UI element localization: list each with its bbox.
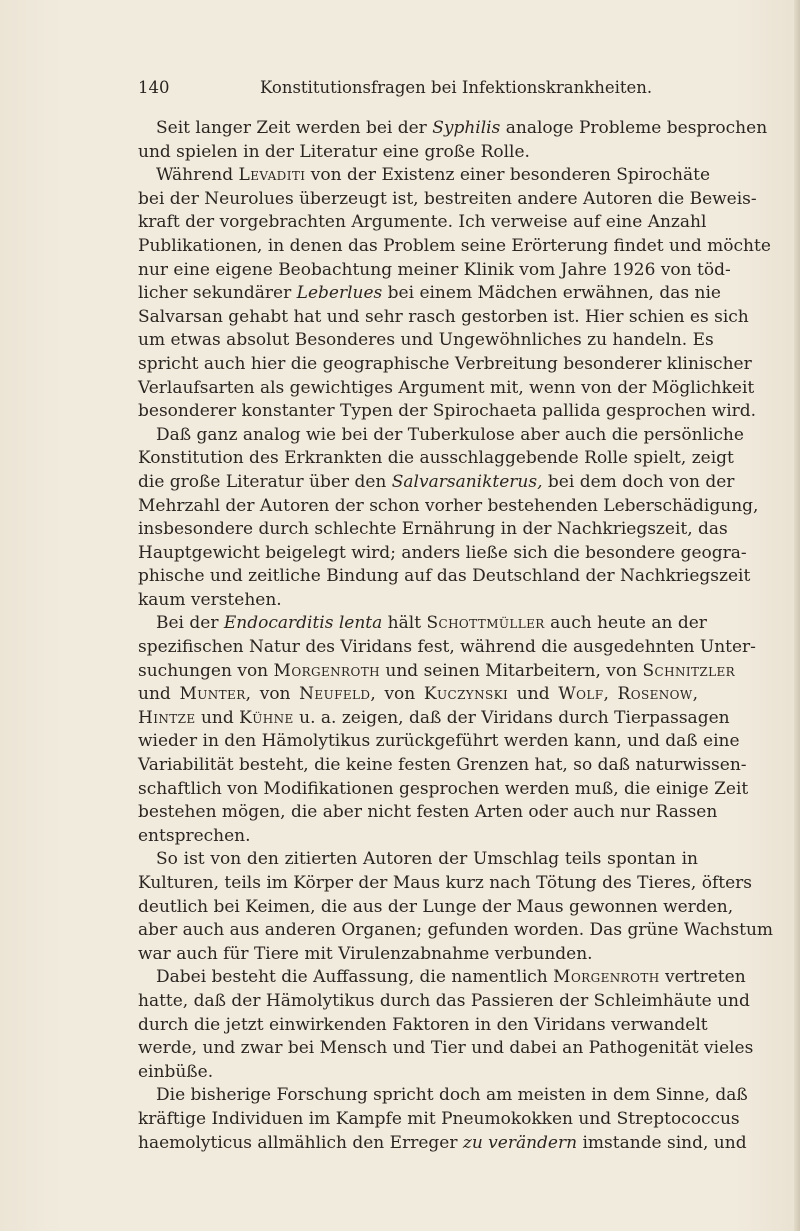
text-run: und — [508, 684, 559, 705]
text-line — [138, 1014, 708, 1038]
text-line — [138, 282, 721, 306]
text-run: Dabei besteht die Auffassung, die namentlich — [156, 967, 554, 988]
text-run: , — [603, 684, 618, 705]
text-run: Mehrzahl der Autoren der schon vorher bestehenden Leberschädigung, — [138, 495, 759, 516]
author-name: Kühne — [239, 707, 294, 728]
text-run: von der Existenz einer besonderen Spirochäte — [305, 165, 711, 186]
text-run: und spielen in der Literatur eine große Rolle. — [138, 141, 530, 162]
emphasis-text: Endocarditis lenta — [223, 613, 383, 634]
text-line — [138, 778, 749, 802]
text-run: Bei der — [156, 613, 224, 634]
text-run: Während — [156, 165, 239, 186]
text-run: insbesondere durch schlechte Ernährung in der Nachkriegszeit, das — [138, 519, 728, 540]
text-line — [138, 966, 746, 990]
text-run: So ist von den zitierten Autoren der Umschlag teils spontan in — [156, 849, 698, 870]
page-edge-shadow — [794, 0, 800, 1231]
text-run: durch die jetzt einwirkenden Faktoren in den Viridans verwandelt — [138, 1014, 708, 1035]
text-line — [138, 943, 698, 967]
text-line — [138, 1108, 740, 1132]
text-run: licher sekundärer — [138, 283, 297, 304]
text-run: spricht auch hier die geographische Verbreitung besonderer klinischer — [138, 353, 752, 374]
text-line — [138, 188, 757, 212]
text-run: kaum verstehen. — [138, 589, 282, 610]
text-run: , von — [245, 684, 300, 705]
text-run: bei dem doch von der — [542, 471, 735, 492]
text-run: suchungen von — [138, 660, 274, 681]
body-text — [138, 117, 774, 1155]
text-line — [138, 825, 698, 849]
text-line — [138, 353, 752, 377]
text-run: bestehen mögen, die aber nicht festen Arten oder auch nur Rassen — [138, 802, 718, 823]
text-line — [138, 424, 744, 448]
text-line — [138, 141, 698, 165]
text-run: bei einem Mädchen erwähnen, das nie — [382, 283, 721, 304]
text-line — [138, 471, 735, 495]
text-line — [138, 730, 740, 754]
text-line — [138, 848, 698, 872]
text-run: deutlich bei Keimen, die aus der Lunge der Maus gewonnen werden, — [138, 896, 734, 917]
text-run: kräftige Individuen im Kampfe mit Pneumokokken und Streptococcus — [138, 1108, 740, 1129]
text-line — [138, 754, 747, 778]
text-run: Konstitution des Erkrankten die ausschlaggebende Rolle spielt, zeigt — [138, 448, 734, 469]
running-header — [138, 76, 698, 100]
emphasis-text: Leberlues — [296, 283, 383, 304]
text-run: entsprechen. — [138, 825, 251, 846]
text-run: , von — [370, 684, 424, 705]
text-line — [138, 636, 756, 660]
text-run: und — [195, 707, 240, 728]
text-run: und seinen Mitarbeitern, von — [380, 660, 643, 681]
text-run: Die bisherige Forschung spricht doch am meisten in dem Sinne, daß — [156, 1085, 748, 1106]
text-run: phische und zeitliche Bindung auf das Deutschland der Nachkriegszeit — [138, 566, 751, 587]
text-run: kraft der vorgebrachten Argumente. Ich verweise auf eine Anzahl — [138, 212, 707, 233]
emphasis-text: zu verändern — [462, 1132, 578, 1153]
text-line — [138, 447, 734, 471]
author-name: Kuczynski — [423, 684, 509, 705]
text-run: , — [692, 684, 699, 705]
text-run: nur eine eigene Beobachtung meiner Klinik vom Jahre 1926 von töd- — [138, 259, 731, 280]
author-name: Morgenroth — [273, 660, 380, 681]
text-run: auch heute an der — [544, 613, 707, 634]
text-run: Seit langer Zeit werden bei der — [156, 118, 433, 138]
text-run: analoge Probleme besprochen — [500, 118, 768, 138]
author-name: Levaditi — [238, 165, 306, 186]
text-line — [138, 164, 711, 188]
author-name: Hintze — [138, 707, 196, 728]
text-line — [138, 1132, 747, 1156]
emphasis-text: Salvarsanikterus, — [391, 471, 543, 492]
text-run: imstande sind, und — [577, 1132, 747, 1153]
text-line — [138, 612, 707, 636]
text-line — [138, 683, 698, 707]
text-run: haemolyticus allmählich den Erreger — [138, 1132, 463, 1153]
text-line — [138, 872, 752, 896]
text-run: Verlaufsarten als gewichtiges Argument mit, wenn von der Möglichkeit — [138, 377, 755, 398]
author-name: Morgenroth — [553, 967, 660, 988]
text-line — [138, 919, 774, 943]
text-run: Salvarsan gehabt hat und sehr rasch gestorben ist. Hier schien es sich — [138, 306, 749, 327]
text-line — [138, 518, 728, 542]
text-line — [138, 707, 730, 731]
text-run: Kulturen, teils im Körper der Maus kurz nach Tötung des Tieres, öfters — [138, 873, 752, 893]
author-name: Schottmüller — [426, 613, 545, 634]
text-run: besonderer konstanter Typen der Spirochaeta pallida gesprochen wird. — [138, 401, 757, 422]
author-name: Neufeld — [299, 684, 371, 705]
text-run: Hauptgewicht beigelegt wird; anders ließe sich die besondere geogra- — [138, 542, 747, 563]
text-run: spezifischen Natur des Viridans fest, während die ausgedehnten Unter- — [138, 637, 756, 658]
text-run: Publikationen, in denen das Problem seine Erörterung findet und möchte — [138, 235, 771, 256]
text-run: die große Literatur über den — [138, 471, 392, 492]
text-line — [138, 565, 751, 589]
text-run: vertreten — [659, 967, 746, 988]
text-run: hält — [382, 613, 427, 634]
author-name: Wolf — [558, 684, 604, 705]
text-run: hatte, daß der Hämolytikus durch das Passieren der Schleimhäute und — [138, 990, 750, 1011]
text-run: Variabilität besteht, die keine festen Grenzen hat, so daß naturwissen- — [138, 755, 747, 776]
text-run: um etwas absolut Besonderes und Ungewöhnliches zu handeln. Es — [138, 330, 714, 351]
text-run: aber auch aus anderen Organen; gefunden worden. Das grüne Wachstum — [138, 920, 774, 941]
text-line — [138, 259, 731, 283]
text-run: schaftlich von Modifikationen gesprochen werden muß, die einige Zeit — [138, 778, 749, 799]
running-title: Konstitutionsfragen bei Infektionskrankheiten. — [260, 78, 653, 97]
text-line — [138, 235, 771, 259]
text-line — [138, 306, 749, 330]
text-line — [138, 896, 734, 920]
text-line — [138, 801, 718, 825]
text-run: Daß ganz analog wie bei der Tuberkulose aber auch die persönliche — [156, 424, 744, 445]
text-line — [138, 211, 707, 235]
emphasis-text: Syphilis — [432, 118, 501, 138]
text-line — [138, 377, 755, 401]
author-name: Schnitzler — [642, 660, 736, 681]
text-line — [138, 117, 768, 141]
text-line — [138, 1084, 748, 1108]
author-name: Munter — [179, 684, 246, 705]
text-line — [138, 1037, 754, 1061]
text-line — [138, 329, 714, 353]
text-line — [138, 400, 757, 424]
text-run: werde, und zwar bei Mensch und Tier und dabei an Pathogenität vieles — [138, 1038, 754, 1059]
text-run: bei der Neurolues überzeugt ist, bestreiten andere Autoren die Beweis- — [138, 188, 757, 209]
text-line — [138, 1061, 698, 1085]
text-run: einbüße. — [138, 1061, 214, 1082]
text-line — [138, 542, 747, 566]
page-number: 140 — [138, 78, 170, 97]
text-line — [138, 990, 750, 1014]
text-line — [138, 495, 759, 519]
text-run: u. a. zeigen, daß der Viridans durch Tierpassagen — [293, 707, 730, 728]
text-run: wieder in den Hämolytikus zurückgeführt werden kann, und daß eine — [138, 731, 740, 752]
text-run: und — [138, 684, 180, 705]
text-line — [138, 660, 736, 684]
text-line — [138, 589, 698, 613]
text-run: war auch für Tiere mit Virulenzabnahme verbunden. — [138, 943, 593, 964]
author-name: Rosenow — [617, 684, 693, 705]
